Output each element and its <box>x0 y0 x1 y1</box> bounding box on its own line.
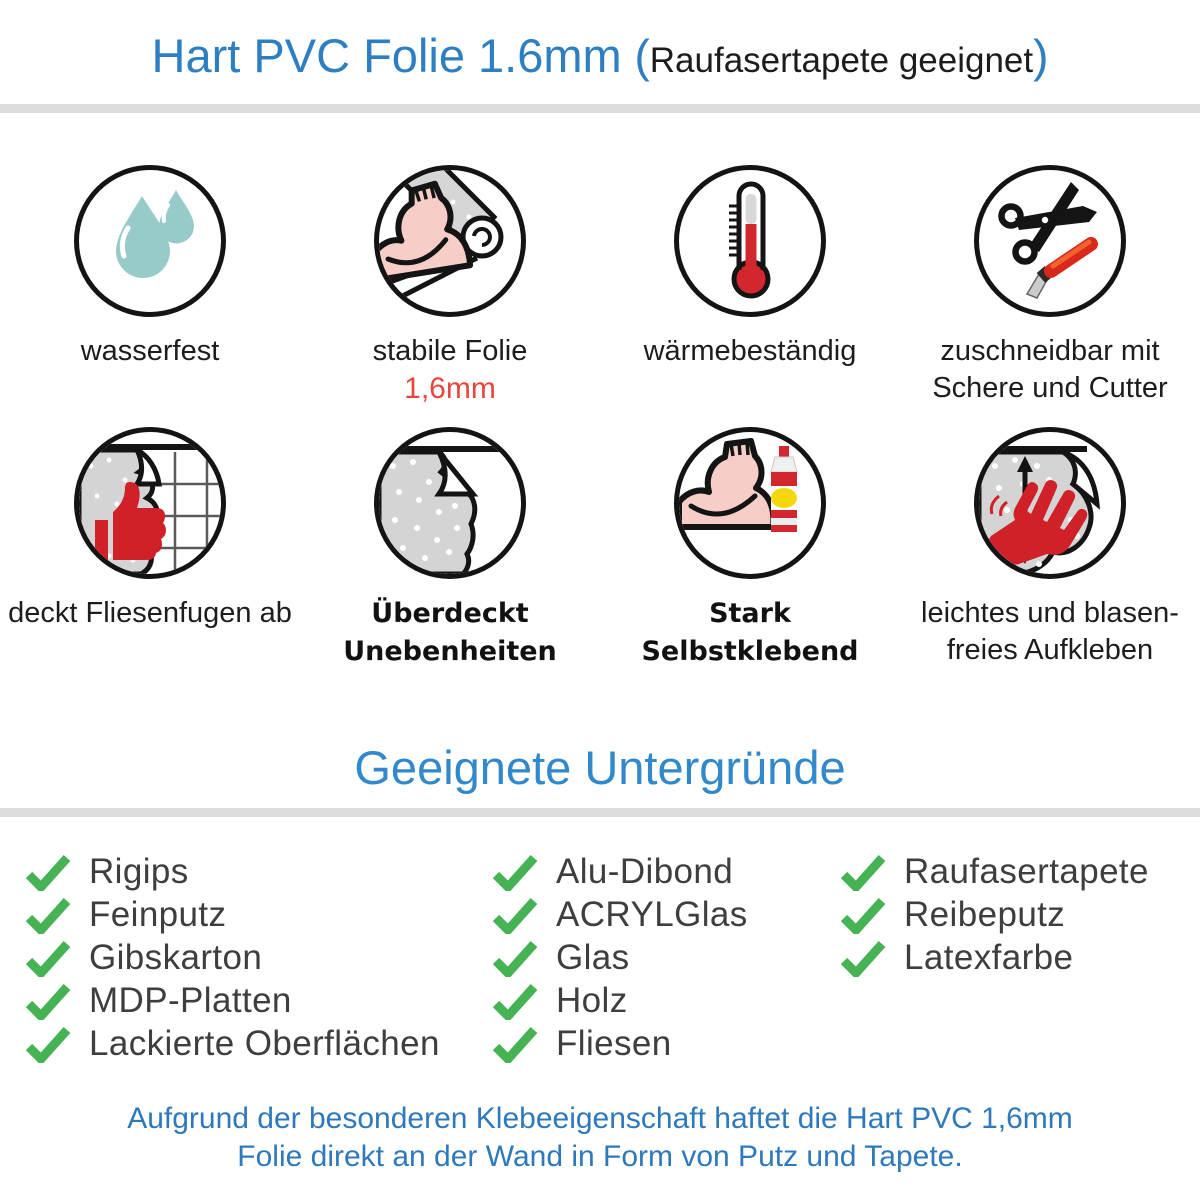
check-icon <box>25 1025 71 1063</box>
surface-item: Alu-Dibond <box>492 850 748 893</box>
check-icon <box>25 896 71 934</box>
check-icon <box>492 982 538 1020</box>
feature-zuschneidbar <box>900 165 1200 407</box>
feature-caption: Überdeckt Unebenheiten <box>343 598 557 667</box>
feature-unebenheiten <box>300 427 600 671</box>
check-icon <box>492 853 538 891</box>
feature-fliesenfugen <box>0 427 300 671</box>
thermometer-icon <box>674 165 826 317</box>
footer-line-2: Folie direkt an der Wand in Form von Putz und Tapete. <box>237 1140 963 1174</box>
feature-caption: deckt Fliesenfugen ab <box>8 597 292 629</box>
surfaces-column-1 <box>25 850 440 1065</box>
surface-item: Glas <box>492 936 748 979</box>
footer-line-1: Aufgrund der besonderen Klebeeigenschaft haftet die Hart PVC 1,6mm <box>127 1102 1073 1135</box>
divider-top <box>0 104 1200 113</box>
muscle-foil-icon <box>374 165 526 317</box>
surface-item: Holz <box>492 979 748 1022</box>
feature-aufkleben <box>900 427 1200 671</box>
water-drops-icon <box>74 165 226 317</box>
check-icon <box>25 982 71 1020</box>
feature-caption: wärmebeständig <box>643 335 857 367</box>
feature-selbstklebend <box>600 427 900 671</box>
surface-item: Reibeputz <box>840 893 1149 936</box>
check-icon <box>840 896 886 934</box>
scissors-cutter-icon <box>974 165 1126 317</box>
check-icon <box>492 939 538 977</box>
thumbs-up-tiles-icon <box>74 427 226 579</box>
feature-caption: zuschneidbar mit Schere und Cutter <box>932 335 1168 405</box>
feature-subcaption: 1,6mm <box>404 372 496 406</box>
check-icon <box>25 853 71 891</box>
surface-item: Feinputz <box>25 893 440 936</box>
surface-item: Latexfarbe <box>840 936 1149 979</box>
page-title <box>0 28 1200 83</box>
surfaces-heading: Geeignete Untergründe <box>354 741 846 794</box>
surface-item: Rigips <box>25 850 440 893</box>
hand-press-icon <box>974 427 1126 579</box>
check-icon <box>840 939 886 977</box>
feature-wasserfest <box>0 165 300 407</box>
title-subtitle: Raufasertapete geeignet <box>649 41 1034 80</box>
surfaces-column-3 <box>840 850 1149 979</box>
surface-item: Lackierte Oberflächen <box>25 1022 440 1065</box>
surface-item: ACRYLGlas <box>492 893 748 936</box>
muscle-glue-icon <box>674 427 826 579</box>
feature-row-1 <box>0 165 1200 407</box>
surface-item: MDP-Platten <box>25 979 440 1022</box>
surfaces-column-2 <box>492 850 748 1065</box>
check-icon <box>492 1025 538 1063</box>
feature-caption: leichtes und blasen- freies Aufkleben <box>921 597 1179 667</box>
surface-item: Raufasertapete <box>840 850 1149 893</box>
title-main: Hart PVC Folie 1.6mm <box>151 29 622 82</box>
divider-surfaces <box>0 808 1200 817</box>
foil-fold-icon <box>374 427 526 579</box>
feature-caption: stabile Folie <box>372 335 528 367</box>
title-paren-open: ( <box>621 30 650 82</box>
feature-row-2 <box>0 427 1200 671</box>
title-paren-close: ) <box>1033 30 1049 82</box>
check-icon <box>25 939 71 977</box>
feature-waermebestaendig <box>600 165 900 407</box>
feature-caption: wasserfest <box>80 335 220 367</box>
feature-caption: Stark Selbstklebend <box>641 598 859 667</box>
surface-item: Gibskarton <box>25 936 440 979</box>
feature-stabile-folie <box>300 165 600 407</box>
check-icon <box>492 896 538 934</box>
check-icon <box>840 853 886 891</box>
surface-item: Fliesen <box>492 1022 748 1065</box>
footer-note <box>0 1100 1200 1176</box>
